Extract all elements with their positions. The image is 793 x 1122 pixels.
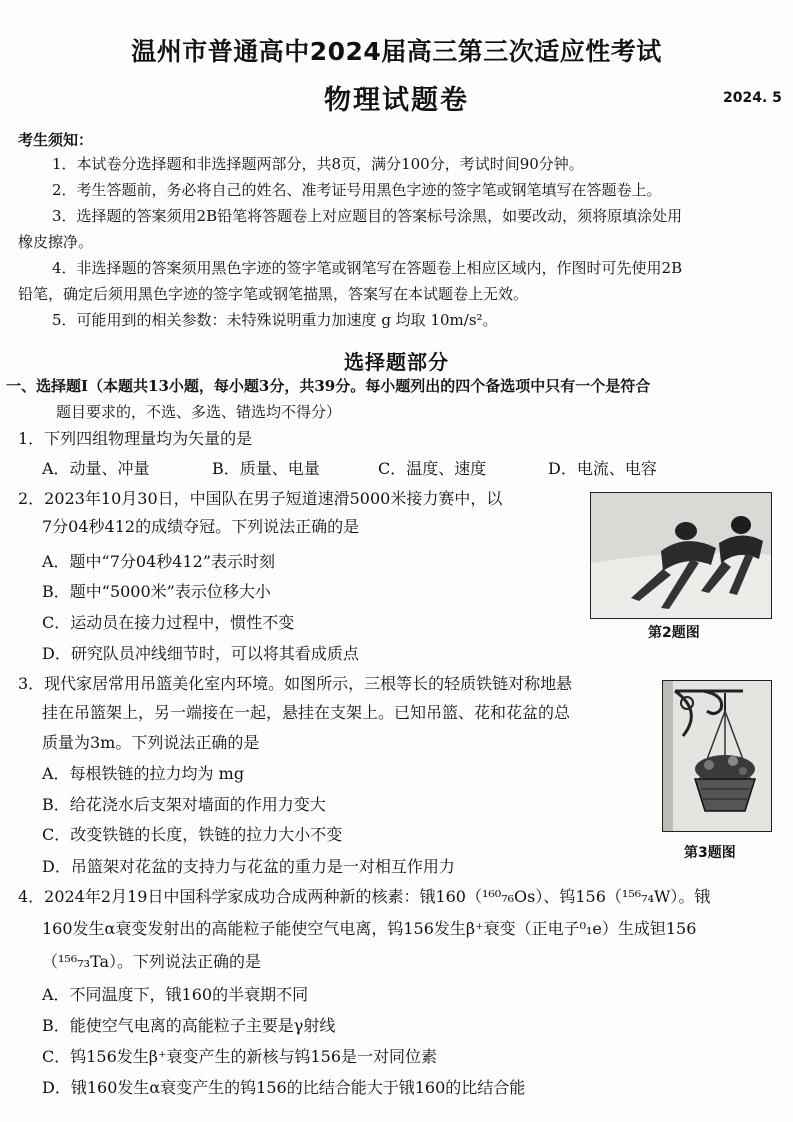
section-title: 选择题部分 <box>344 350 449 374</box>
question-4-stem: （¹⁵⁶₇₃Ta）。下列说法正确的是 <box>42 952 262 971</box>
hanging-basket-photo <box>662 680 772 832</box>
paper-subtitle: 物理试题卷 <box>324 85 469 116</box>
notice-item: 4．非选择题的答案须用黑色字迹的签字笔或钢笔写在答题卷上相应区域内，作图时可先使用2B <box>52 259 683 277</box>
question-1-stem: 1．下列四组物理量均为矢量的是 <box>18 429 253 448</box>
notice-item: 1．本试卷分选择题和非选择题两部分，共8页，满分100分，考试时间90分钟。 <box>52 155 584 173</box>
notice-item: 2．考生答题前，务必将自己的姓名、准考证号用黑色字迹的签字笔或钢笔填写在答题卷上。 <box>52 181 662 199</box>
question-1-option-c: C．温度、速度 <box>378 459 487 478</box>
exam-date: 2024. 5 <box>723 90 782 106</box>
speed-skating-photo <box>590 492 772 619</box>
question-2-caption: 第2题图 <box>648 625 700 641</box>
question-3-stem: 挂在吊篮架上，另一端接在一起，悬挂在支架上。已知吊篮、花和花盆的总 <box>42 703 571 722</box>
question-2-option-c: C．运动员在接力过程中，惯性不变 <box>42 613 295 632</box>
notice-item: 橡皮擦净。 <box>18 233 94 251</box>
notice-item: 3．选择题的答案须用2B铅笔将答题卷上对应题目的答案标号涂黑，如要改动，须将原填涂处用 <box>52 207 683 225</box>
notice-heading: 考生须知： <box>18 131 94 149</box>
question-4-stem: 160发生α衰变发射出的高能粒子能使空气电离，钨156发生β⁺衰变（正电子⁰₁e）生成钽156 <box>42 919 697 938</box>
question-1-option-d: D．电流、电容 <box>548 459 657 478</box>
part-instructions: 一、选择题Ⅰ（本题共13小题，每小题3分，共39分。每小题列出的四个备选项中只有一个是符合 <box>6 377 651 395</box>
question-2-option-d: D．研究队员冲线细节时，可以将其看成质点 <box>42 644 359 663</box>
question-3-option-c: C．改变铁链的长度，铁链的拉力大小不变 <box>42 825 343 844</box>
question-2-option-b: B．题中“5000米”表示位移大小 <box>42 582 271 601</box>
question-3-option-a: A．每根铁链的拉力均为 mg <box>42 764 245 783</box>
exam-title: 温州市普通高中2024届高三第三次适应性考试 <box>131 37 662 66</box>
question-2-stem: 7分04秒412的成绩夺冠。下列说法正确的是 <box>42 517 360 536</box>
notice-item: 铅笔，确定后须用黑色字迹的签字笔或钢笔描黑，答案写在本试题卷上无效。 <box>18 285 529 303</box>
part-instructions: 题目要求的，不选、多选、错选均不得分） <box>56 403 342 421</box>
question-3-caption: 第3题图 <box>684 845 736 861</box>
question-2-stem: 2．2023年10月30日，中国队在男子短道速滑5000米接力赛中，以 <box>18 489 503 508</box>
question-3-option-b: B．给花浇水后支架对墙面的作用力变大 <box>42 795 326 814</box>
question-4-option-a: A．不同温度下，锇160的半衰期不同 <box>42 985 309 1004</box>
question-4-option-b: B．能使空气电离的高能粒子主要是γ射线 <box>42 1016 336 1035</box>
question-3-option-d: D．吊篮架对花盆的支持力与花盆的重力是一对相互作用力 <box>42 857 455 876</box>
question-4-option-c: C．钨156发生β⁺衰变产生的新核与钨156是一对同位素 <box>42 1047 438 1066</box>
question-4-option-d: D．锇160发生α衰变产生的钨156的比结合能大于锇160的比结合能 <box>42 1078 526 1097</box>
question-1-option-b: B．质量、电量 <box>212 459 320 478</box>
question-4-stem: 4．2024年2月19日中国科学家成功合成两种新的核素：锇160（¹⁶⁰₇₆Os）、钨156（¹⁵⁶₇₄W）。锇 <box>18 887 711 906</box>
question-3-stem: 3．现代家居常用吊篮美化室内环境。如图所示，三根等长的轻质铁链对称地悬 <box>18 674 573 693</box>
question-1-option-a: A．动量、冲量 <box>42 459 150 478</box>
question-3-stem: 质量为3m。下列说法正确的是 <box>42 733 260 752</box>
notice-item: 5．可能用到的相关参数：未特殊说明重力加速度 g 均取 10m/s²。 <box>52 311 498 329</box>
question-2-option-a: A．题中“7分04秒412”表示时刻 <box>42 552 275 571</box>
